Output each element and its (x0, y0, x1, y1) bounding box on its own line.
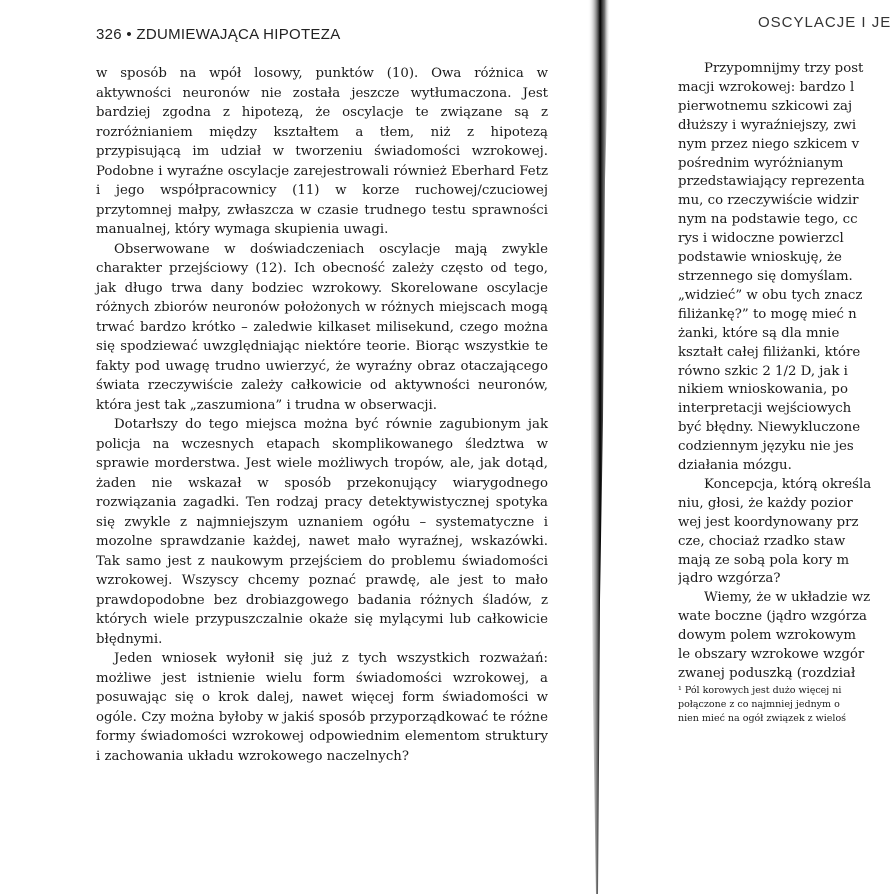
text-line: Wiemy, że w układzie wz (704, 590, 871, 606)
text-line: podstawie wnioskuję, że (678, 250, 842, 266)
footnote-line: nien mieć na ogół związek z wieloś (678, 713, 847, 724)
paragraph: Obserwowane w doświadczeniach oscylacje mają zwykle charakter przejściowy (12). Ich obecność zależy często od tego, jak długo trwa dany bodziec wzrokowy. Skorelowane oscylacje różnych zbiorów neuronów położonych w różnych miejscach mogą trwać bardzo krótko – zaledwie kilkaset milisekund, czego można się spodziewać uwzględniając niektóre teorie. Biorąc wszystkie te fakty pod uwagę trudno uwierzyć, że wyraźny obraz otaczającego świata rzeczywiście zależy całkowicie od aktywności neuronów, która jest tak „zaszumiona” i trudna w obserwacji. (96, 241, 548, 413)
text-line: wej jest koordynowany prz (678, 514, 859, 530)
text-line: dowym polem wzrokowym (678, 628, 857, 644)
text-line: być błędny. Niewykluczone (678, 420, 861, 436)
running-head-right: OSCYLACJE I JE (758, 14, 892, 31)
right-body-text (678, 60, 893, 684)
text-line: interpretacji wejściowych (678, 401, 852, 417)
text-line: równo szkic 2 1/2 D, jak i (678, 363, 848, 379)
text-line: rys i widoczne powierzcl (678, 231, 844, 247)
text-line: macji wzrokowej: bardzo l (678, 79, 855, 95)
right-page (600, 0, 893, 894)
text-line: zwanej poduszką (rozdział (678, 666, 856, 681)
text-line: nym na podstawie tego, cc (678, 212, 858, 228)
text-line: dłuższy i wyraźniejszy, zwi (678, 117, 857, 133)
text-line: pierwotnemu szkicowi zaj (678, 98, 853, 114)
text-line: nikiem wnioskowania, po (678, 382, 848, 398)
text-line: działania mózgu. (678, 458, 792, 474)
running-head-left: 326 • ZDUMIEWAJĄCA HIPOTEZA (96, 26, 341, 43)
text-line: jądro wzgórza? (678, 571, 781, 587)
text-line: „widzieć” w obu tych znacz (678, 287, 863, 303)
text-line: mają ze sobą pola kory m (678, 552, 850, 568)
text-line: codziennym języku nie jes (678, 439, 854, 455)
text-line: Przypomnijmy trzy post (704, 61, 864, 76)
footnotes (678, 684, 893, 726)
text-line: le obszary wzrokowe wzgór (678, 647, 865, 663)
text-line: nym przez niego szkicem v (678, 136, 860, 152)
text-line: mu, co rzeczywiście widzir (678, 193, 859, 209)
text-line: Koncepcja, którą określa (704, 476, 872, 492)
text-line: cze, chociaż rzadko staw (678, 533, 846, 549)
text-line: przedstawiający reprezenta (678, 174, 865, 190)
paragraph: Dotarłszy do tego miejsca można być równie zagubionym jak policja na wczesnych etapach skomplikowanego śledztwa w sprawie morderstwa. Jest wiele możliwych tropów, ale, jak dotąd, żaden nie wskazał w sposób przekonujący wiarygodnego rozwiązania zagadki. Ten rodzaj pracy detektywistycznej spotyka się zwykle z najmniejszym uznaniem ogółu – systematyczne i mozolne sprawdzanie każdej, nawet mało wyraźnej, wskazówki. Tak samo jest z naukowym przejściem do problemu świadomości wzrokowej. Wszyscy chcemy poznać prawdę, ale jest to mało prawdopodobne bez drobiazgowego badania różnych śladów, z których wiele przypuszczalnie okaże się mylącymi lub całkowicie błędnymi. (96, 417, 548, 647)
paragraph: Jeden wniosek wyłonił się już z tych wszystkich rozważań: możliwe jest istnienie wielu form świadomości wzrokowej, a posuwając się o krok dalej, nawet więcej form świadomości w ogóle. Czy można byłoby w jakiś sposób przyporządkować te różne formy świadomości wzrokowej odpowiednim elementom struktury i zachowania układu wzrokowego naczelnych? (96, 651, 548, 764)
text-line: żanki, które są dla mnie (678, 325, 840, 341)
text-line: niu, głosi, że każdy pozior (678, 495, 853, 511)
text-line: wate boczne (jądro wzgórza (678, 609, 867, 625)
paragraph: w sposób na wpół losowy, punktów (10). Owa różnica w aktywności neuronów nie została jeszcze wytłumaczona. Jest bardziej zgodna z hipotezą, że oscylacje te związane są z rozróżnianiem między kształtem a tłem, niż z hipotezą przypisującą im udział w tworzeniu świadomości wzrokowej. Podobne i wyraźne oscylacje zarejestrowali również Eberhard Fetz i jego współpracownicy (11) w korze ruchowej/czuciowej przytomnej małpy, zwłaszcza w czasie trudnego testu sprawności manualnej, który wymaga skupienia uwagi. (96, 66, 548, 237)
left-body-text (96, 64, 548, 766)
footnote-line: ¹ Pól korowych jest dużo więcej ni (678, 685, 842, 696)
footnote-line: połączone z co najmniej jednym o (678, 699, 840, 710)
text-line: kształt całej filiżanki, które (678, 344, 861, 360)
text-line: pośrednim wyróżnianym (678, 155, 844, 171)
text-line: strzennego się domyślam. (678, 268, 853, 284)
text-line: filiżankę?” to mogę mieć n (678, 306, 857, 322)
